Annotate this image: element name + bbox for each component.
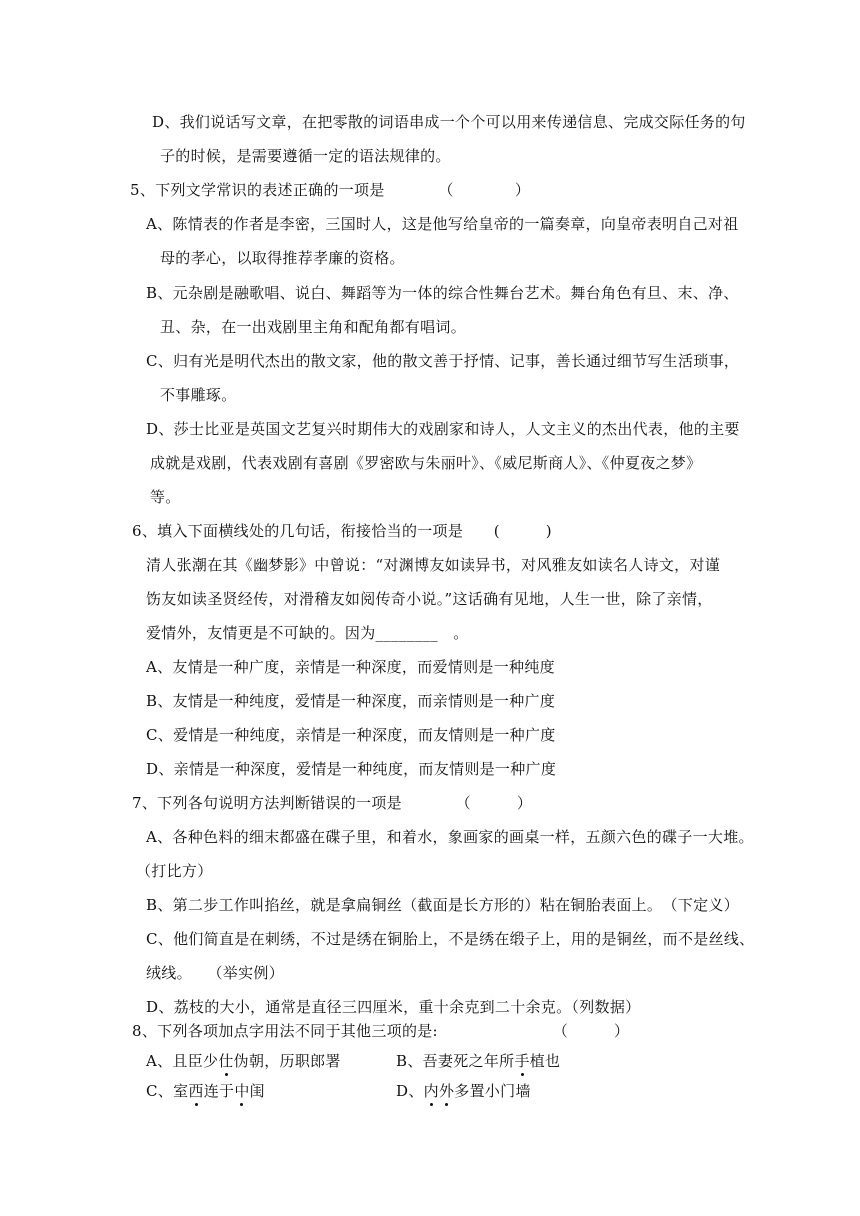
q7-option-d: D、荔枝的大小，通常是直径三四厘米，重十余克到二十余克。（列数据） — [146, 998, 641, 1016]
q6-option-c: C、爱情是一种纯度，亲情是一种深度，而友情则是一种广度 — [146, 726, 556, 744]
q6-option-d: D、亲情是一种深度，爱情是一种纯度，而友情则是一种广度 — [146, 760, 557, 778]
q5-option-b-line-2: 丑、杂，在一出戏剧里主角和配角都有唱词。 — [160, 318, 467, 336]
q8-option-d-dotted-char-2: 外 — [438, 1082, 455, 1100]
q8-option-a-post: 伪朝，历职郎署 — [233, 1052, 341, 1070]
q4-option-d-line-1: D、我们说话写文章，在把零散的词语串成一个个可以用来传递信息、完成交际任务的句 — [152, 113, 746, 131]
q6-passage-line-3: 爱情外，友情更是不可缺的。因为________ 。 — [146, 624, 469, 642]
q5-option-c-line-2: 不事雕琢。 — [160, 386, 237, 404]
q4-option-d-line-2: 子的时候，是需要遵循一定的语法规律的。 — [160, 147, 451, 165]
q5-option-a-line-2: 母的孝心，以取得推荐孝廉的资格。 — [160, 249, 405, 267]
q7-option-c-line-2: 绒线。 （举实例） — [146, 964, 285, 982]
q6-passage-line-2: 饬友如读圣贤经传，对滑稽友如阅传奇小说。”这话确有见地，人生一世，除了亲情， — [146, 590, 713, 608]
q5-option-d-line-3: 等。 — [150, 488, 181, 506]
q8-option-b-dotted-char: 手 — [514, 1052, 530, 1070]
q8-option-c-mid: 连于 — [203, 1082, 235, 1100]
q6-passage-line-1: 清人张潮在其《幽梦影》中曾说：“对渊博友如读异书，对风雅友如读名人诗文，对谨 — [146, 556, 721, 574]
q8-option-d-post: 多置小门墙 — [454, 1082, 531, 1100]
q7-option-b: B、第二步工作叫掐丝，就是拿扁铜丝（截面是长方形的）粘在铜胎表面上。 （下定义） — [146, 896, 740, 914]
q7-option-a-line-2: （打比方） — [136, 862, 213, 880]
q7-stem: 7、下列各句说明方法判断错误的一项是 （ ） — [132, 794, 533, 812]
q8-stem: 8、下列各项加点字用法不同于其他三项的是: （ ） — [132, 1022, 630, 1040]
q8-option-d-dotted-char-1: 内 — [423, 1082, 439, 1100]
q8-option-a-pre: A、且臣少 — [146, 1052, 219, 1070]
q8-option-b-pre: B、吾妻死之年所 — [396, 1052, 515, 1070]
q8-option-c-post: 闺 — [249, 1082, 265, 1100]
q6-option-a: A、友情是一种广度，亲情是一种深度，而爱情则是一种纯度 — [146, 658, 555, 676]
q8-option-d — [396, 1081, 531, 1101]
q7-option-a-line-1: A、各种色料的细末都盛在碟子里，和着水，象画家的画桌一样，五颜六色的碟子一大堆。 — [146, 828, 754, 846]
q7-option-c-line-1: C、他们简直是在刺绣，不过是绣在铜胎上，不是绣在缎子上，用的是铜丝，而不是丝线、 — [146, 930, 755, 948]
q5-option-b-line-1: B、元杂剧是融歌唱、说白、舞蹈等为一体的综合性舞台艺术。舞台角色有旦、末、净、 — [146, 284, 739, 302]
q8-option-c — [146, 1081, 265, 1101]
q8-option-b-post: 植也 — [529, 1052, 561, 1070]
q8-option-b — [396, 1051, 560, 1071]
q5-stem: 5、下列文学常识的表述正确的一项是 （ ） — [130, 181, 531, 199]
q8-option-a — [146, 1051, 341, 1071]
q5-option-d-line-1: D、莎士比亚是英国文艺复兴时期伟大的戏剧家和诗人，人文主义的杰出代表，他的主要 — [146, 420, 740, 438]
q6-option-b: B、友情是一种纯度，爱情是一种深度，而亲情则是一种广度 — [146, 692, 556, 710]
q6-stem: 6、填入下面横线处的几句话，衔接恰当的一项是 ( ) — [132, 522, 552, 540]
q5-option-d-line-2: 成就是戏剧，代表戏剧有喜剧《罗密欧与朱丽叶》、《威尼斯商人》、《仲夏夜之梦》 — [150, 454, 702, 472]
q8-option-c-pre: C、室 — [146, 1082, 189, 1100]
q5-option-a-line-1: A、陈情表的作者是李密，三国时人，这是他写给皇帝的一篇奏章，向皇帝表明自己对祖 — [146, 215, 739, 233]
q8-option-a-dotted-char: 仕 — [218, 1052, 234, 1070]
q8-option-c-dotted-char-2: 中 — [234, 1082, 250, 1100]
q8-option-c-dotted-char-1: 西 — [188, 1082, 204, 1100]
q5-option-c-line-1: C、归有光是明代杰出的散文家，他的散文善于抒情、记事，善长通过细节写生活琐事， — [146, 352, 740, 370]
q8-option-d-pre: D、 — [396, 1082, 424, 1100]
